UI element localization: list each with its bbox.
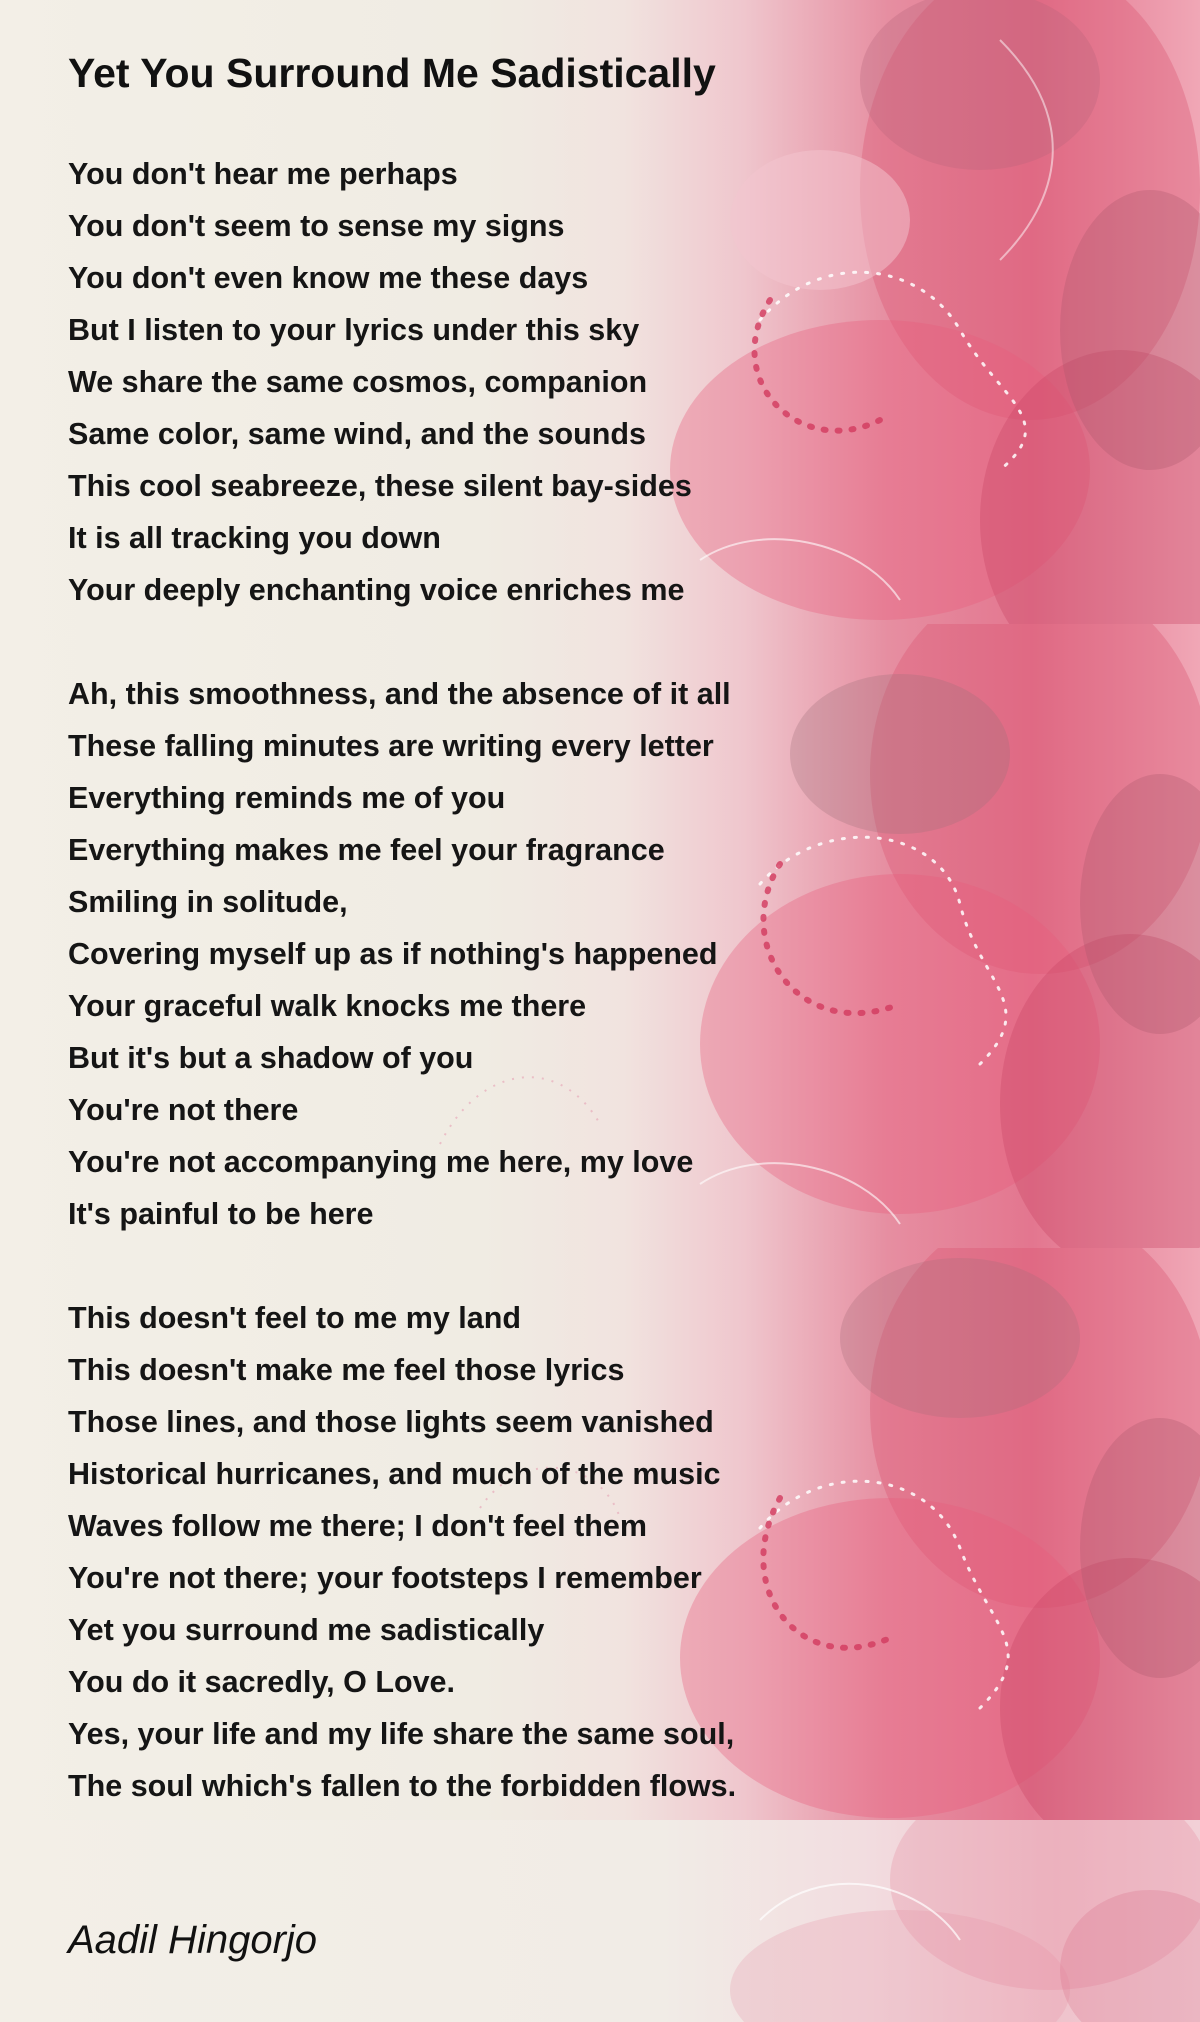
poem-stanza-2 <box>68 668 731 1240</box>
poem-line: But it's but a shadow of you <box>68 1041 474 1075</box>
poem-line: This cool seabreeze, these silent bay-sides <box>68 469 692 503</box>
poem-line: This doesn't feel to me my land <box>68 1301 521 1335</box>
poem-line: You're not there <box>68 1093 299 1127</box>
poem-line: It is all tracking you down <box>68 521 441 555</box>
poem-stanza-3 <box>68 1292 736 1812</box>
poem-line: Yet you surround me sadistically <box>68 1613 545 1647</box>
poem-author: Aadil Hingorjo <box>68 1918 318 1962</box>
poem-line: Ah, this smoothness, and the absence of it all <box>68 677 731 711</box>
poem-line: But I listen to your lyrics under this sky <box>68 313 640 347</box>
poem-line: Everything reminds me of you <box>68 781 506 815</box>
poem-line: It's painful to be here <box>68 1197 374 1231</box>
poem-line: This doesn't make me feel those lyrics <box>68 1353 625 1387</box>
poem-line: You don't even know me these days <box>68 261 589 295</box>
poem-line: Waves follow me there; I don't feel them <box>68 1509 647 1543</box>
poem-line: Everything makes me feel your fragrance <box>68 833 665 867</box>
poem-line: Historical hurricanes, and much of the music <box>68 1457 721 1491</box>
poem-title: Yet You Surround Me Sadistically <box>68 50 716 96</box>
poem-line: You're not accompanying me here, my love <box>68 1145 694 1179</box>
poem-line: These falling minutes are writing every letter <box>68 729 714 763</box>
poem-line: Yes, your life and my life share the same soul, <box>68 1717 735 1751</box>
poem-line: You're not there; your footsteps I remember <box>68 1561 702 1595</box>
poem-line: Those lines, and those lights seem vanished <box>68 1405 714 1439</box>
poem-line: Same color, same wind, and the sounds <box>68 417 646 451</box>
poem-line: Smiling in solitude, <box>68 885 348 919</box>
poem-line: The soul which's fallen to the forbidden flows. <box>68 1769 737 1803</box>
poem-line: We share the same cosmos, companion <box>68 365 648 399</box>
poem-stanza-1 <box>68 148 692 616</box>
poem-line: You don't hear me perhaps <box>68 157 458 191</box>
poem-line: Covering myself up as if nothing's happened <box>68 937 718 971</box>
poem-line: Your graceful walk knocks me there <box>68 989 587 1023</box>
poem-line: You do it sacredly, O Love. <box>68 1665 455 1699</box>
poem-line: You don't seem to sense my signs <box>68 209 565 243</box>
poem-line: Your deeply enchanting voice enriches me <box>68 573 685 607</box>
